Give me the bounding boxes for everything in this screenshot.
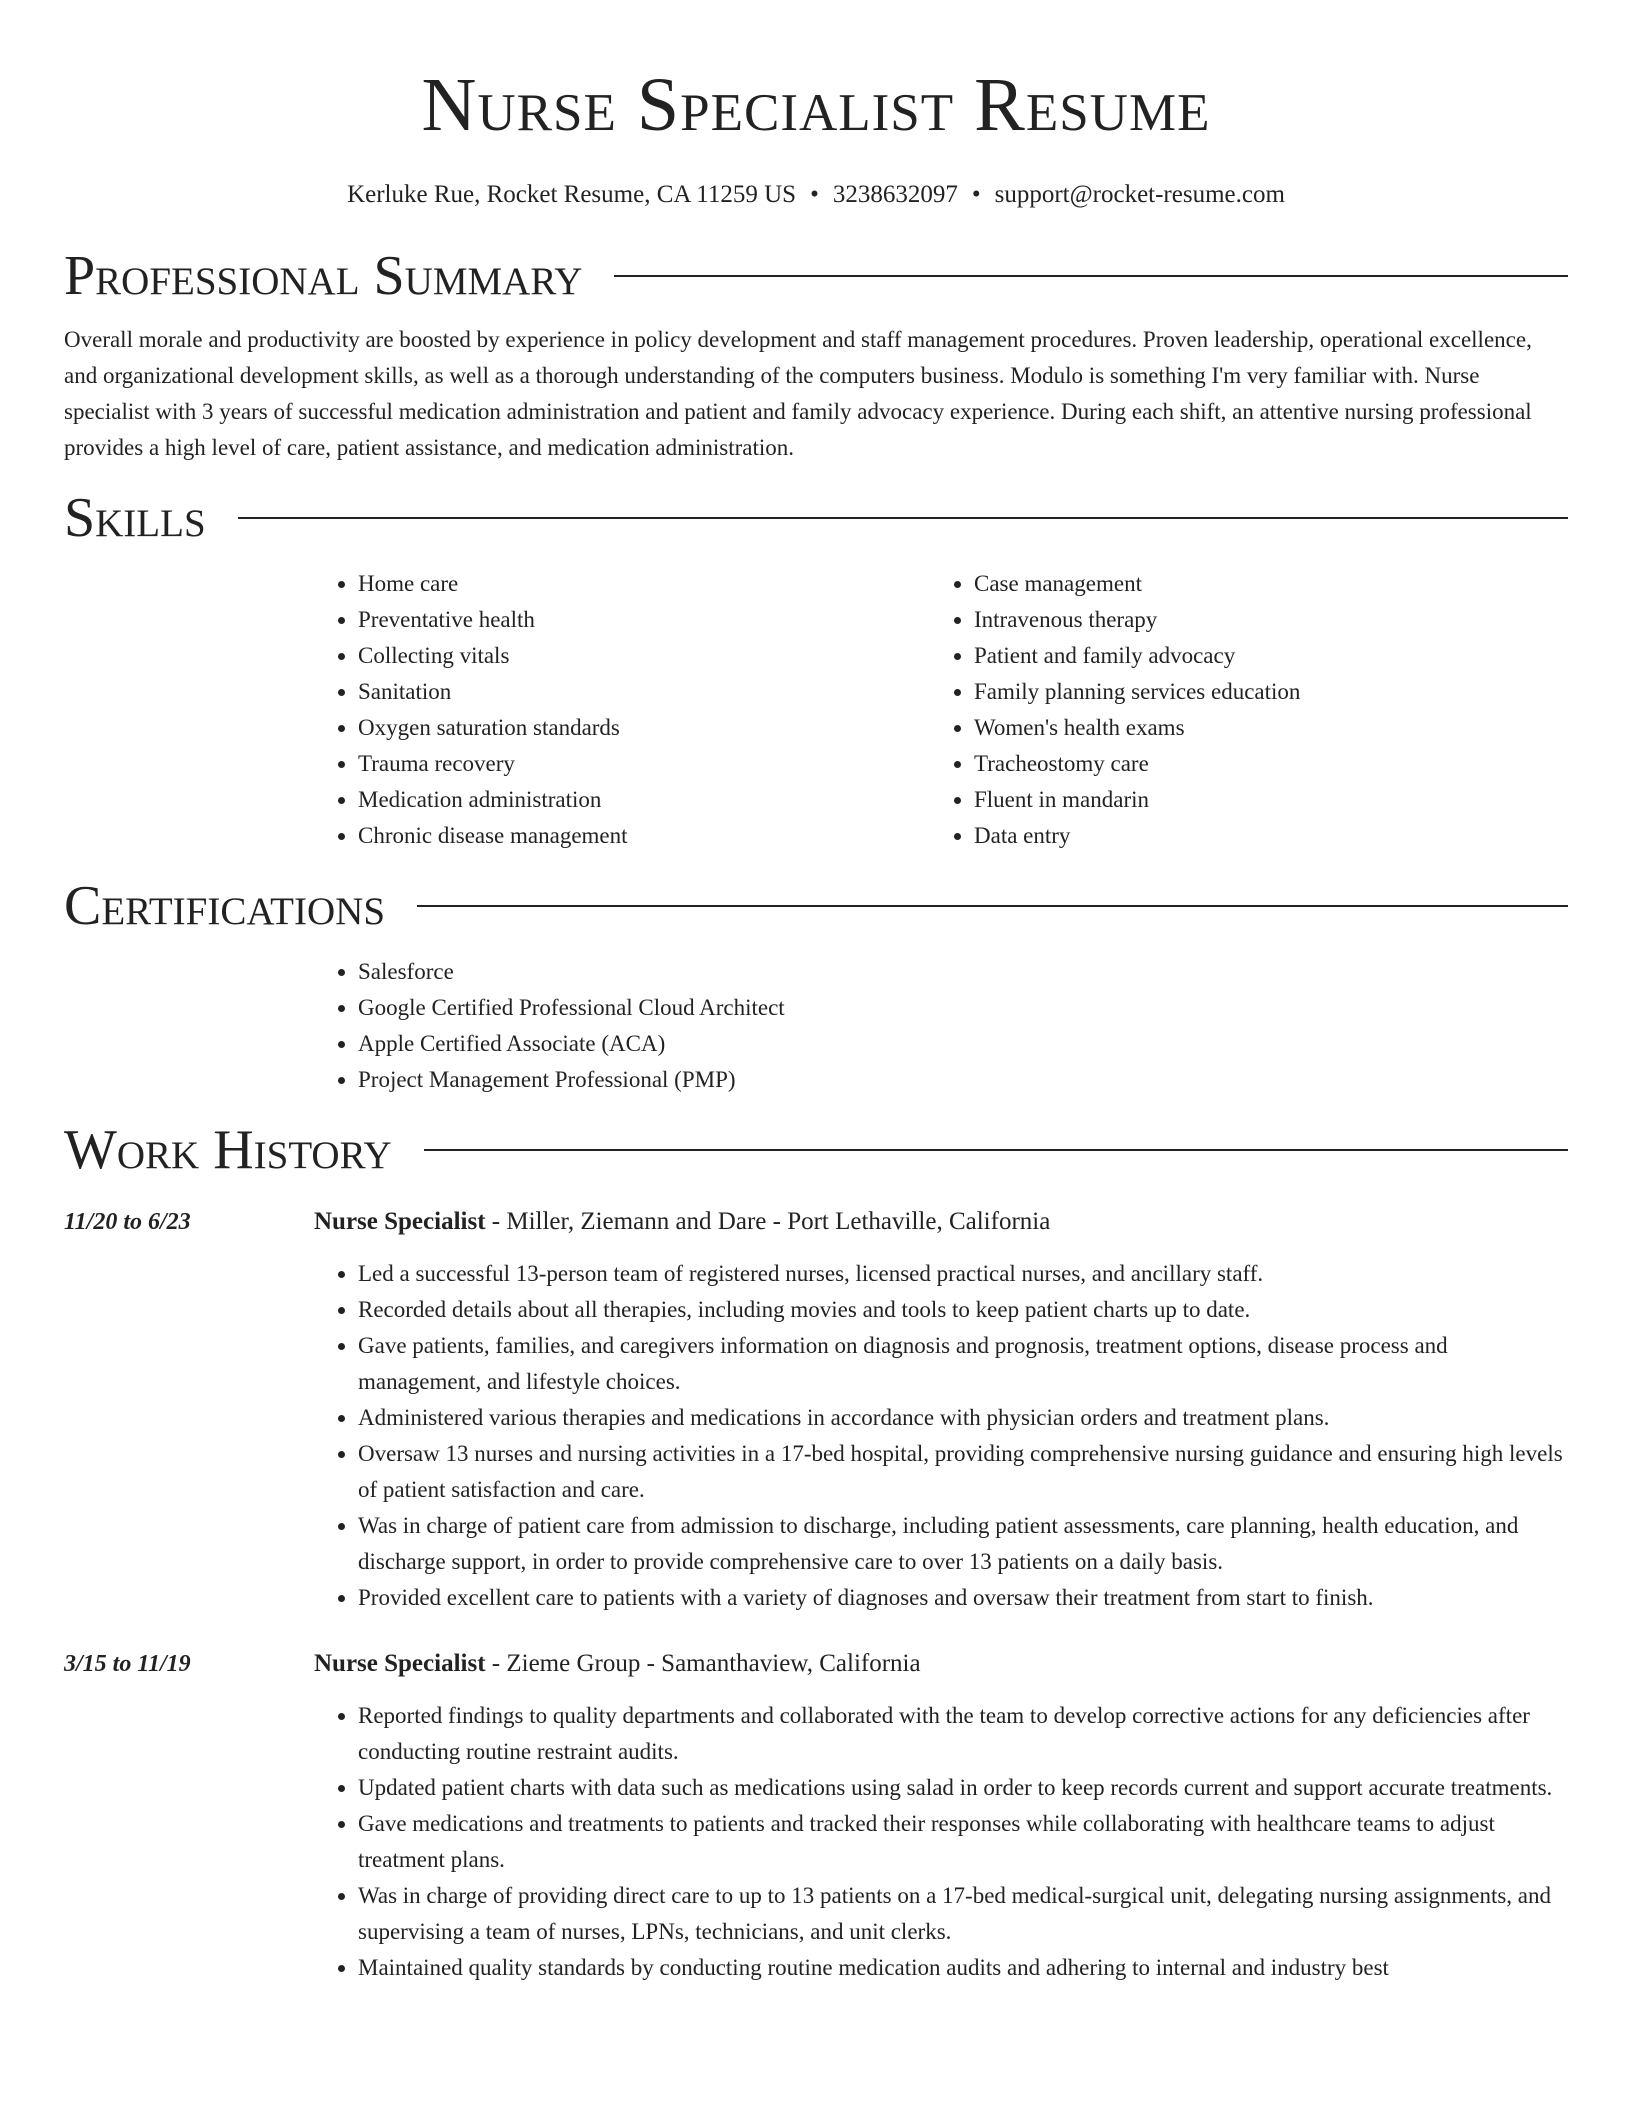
skill-item: • Sanitation (358, 674, 930, 710)
work-history-list (64, 1204, 1568, 1986)
summary-heading: Professional Summary (64, 245, 583, 307)
job-dates: 11/20 to 6/23 (64, 1209, 191, 1235)
job-duty-item: • Was in charge of patient care from admission to discharge, including patient assessments, care planning, health education, and discharge support, in order to provide comprehensive care to over 13 patients on a daily basis. (358, 1508, 1568, 1580)
job-header (64, 1646, 1568, 1682)
skills-column-right (930, 566, 1546, 854)
job-dates: 3/15 to 11/19 (64, 1651, 191, 1677)
skill-item: • Women's health exams (974, 710, 1546, 746)
section-divider (614, 275, 1568, 277)
summary-section-header (64, 244, 1568, 308)
skills-column-left (314, 566, 930, 854)
job-title: Nurse Specialist (314, 1650, 486, 1677)
job-duty-item: • Updated patient charts with data such as medications using salad in order to keep records current and support accurate treatments. (358, 1770, 1568, 1806)
job-duty-item: • Gave patients, families, and caregivers information on diagnosis and prognosis, treatment options, disease process and management, and lifestyle choices. (358, 1328, 1568, 1400)
certifications-list (314, 954, 1568, 1098)
skills-list (314, 566, 1568, 854)
page-title: Nurse Specialist Resume (421, 63, 1211, 147)
contact-line (64, 178, 1568, 212)
job-duty-item: • Gave medications and treatments to patients and tracked their responses while collaborating with healthcare teams to adjust treatment plans. (358, 1806, 1568, 1878)
skill-item: • Collecting vitals (358, 638, 930, 674)
certification-item: • Salesforce (358, 954, 1568, 990)
job-duty-item: • Administered various therapies and medications in accordance with physician orders and treatment plans. (358, 1400, 1568, 1436)
skill-item: • Data entry (974, 818, 1546, 854)
contact-separator: • (810, 181, 819, 208)
skill-item: • Case management (974, 566, 1546, 602)
job-entry (64, 1646, 1568, 1986)
skills-section-header (64, 486, 1568, 550)
job-entry (64, 1204, 1568, 1616)
certifications-heading: Certifications (64, 875, 386, 937)
job-duty-item: • Recorded details about all therapies, including movies and tools to keep patient charts up to date. (358, 1292, 1568, 1328)
job-duty-item: • Maintained quality standards by conducting routine medication audits and adhering to internal and industry best (358, 1950, 1568, 1986)
section-divider (238, 517, 1568, 519)
skill-item: • Oxygen saturation standards (358, 710, 930, 746)
skill-item: • Medication administration (358, 782, 930, 818)
job-employer: - Zieme Group - Samanthaview, California (485, 1650, 921, 1677)
contact-email: support@rocket-resume.com (994, 181, 1285, 208)
skills-right-list (930, 566, 1546, 854)
contact-address: Kerluke Rue, Rocket Resume, CA 11259 US (347, 181, 797, 208)
resume-page (64, 0, 1568, 1986)
summary-text: Overall morale and productivity are boosted by experience in policy development and staff management procedures. Proven leadership, operational excellence, and organizational development skills, as well as a thorough understanding of the computers business. Modulo is something I'm very familiar with. Nurse specialist with 3 years of successful medication administration and patient and family advocacy experience. During each shift, an attentive nursing professional provides a high level of care, patient assistance, and medication administration. (64, 327, 1532, 460)
work-heading: Work History (64, 1119, 392, 1181)
job-duty-item: • Was in charge of providing direct care to up to 13 patients on a 17-bed medical-surgical unit, delegating nursing assignments, and supervising a team of nurses, LPNs, technicians, and unit clerks. (358, 1878, 1568, 1950)
work-section-header (64, 1118, 1568, 1182)
job-duty-item: • Provided excellent care to patients with a variety of diagnoses and oversaw their treatment from start to finish. (358, 1580, 1568, 1616)
section-divider (417, 905, 1568, 907)
job-duties (314, 1256, 1568, 1616)
job-duties (314, 1698, 1568, 1986)
certification-item: • Google Certified Professional Cloud Architect (358, 990, 1568, 1026)
skill-item: • Tracheostomy care (974, 746, 1546, 782)
skill-item: • Trauma recovery (358, 746, 930, 782)
job-duty-item: • Oversaw 13 nurses and nursing activities in a 17-bed hospital, providing comprehensive nursing guidance and ensuring high levels of patient satisfaction and care. (358, 1436, 1568, 1508)
section-divider (424, 1149, 1568, 1151)
job-duty-item: • Reported findings to quality departments and collaborated with the team to develop corrective actions for any deficiencies after conducting routine restraint audits. (358, 1698, 1568, 1770)
job-title-line (314, 1646, 921, 1682)
skill-item: • Patient and family advocacy (974, 638, 1546, 674)
certifications-bullets (314, 954, 1568, 1098)
certifications-section-header (64, 874, 1568, 938)
certification-item: • Project Management Professional (PMP) (358, 1062, 1568, 1098)
job-header (64, 1204, 1568, 1240)
contact-separator: • (971, 181, 981, 208)
job-duty-item: • Led a successful 13-person team of registered nurses, licensed practical nurses, and ancillary staff. (358, 1256, 1568, 1292)
skill-item: • Family planning services education (974, 674, 1546, 710)
skills-left-list (314, 566, 930, 854)
skill-item: • Intravenous therapy (974, 602, 1546, 638)
skill-item: • Home care (358, 566, 930, 602)
certification-item: • Apple Certified Associate (ACA) (358, 1026, 1568, 1062)
job-employer: - Miller, Ziemann and Dare - Port Lethaville, California (485, 1208, 1051, 1235)
contact-phone: 3238632097 (832, 181, 958, 208)
job-title-line (314, 1204, 1050, 1240)
skill-item: • Preventative health (358, 602, 930, 638)
skills-heading: Skills (64, 487, 206, 549)
job-title: Nurse Specialist (314, 1208, 486, 1235)
skill-item: • Fluent in mandarin (974, 782, 1546, 818)
skill-item: • Chronic disease management (358, 818, 930, 854)
